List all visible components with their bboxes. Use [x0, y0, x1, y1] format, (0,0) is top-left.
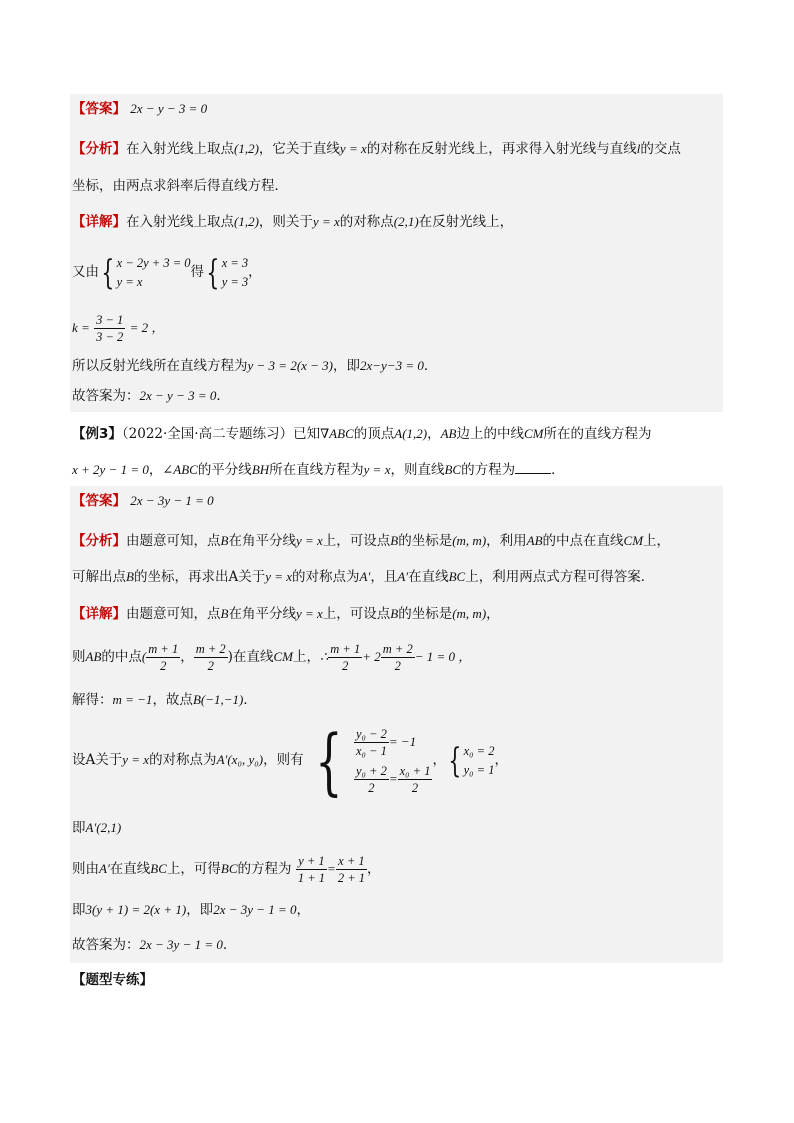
math: 2x − 3y − 1 = 0: [139, 937, 223, 952]
math: (m, m): [452, 606, 487, 621]
numerator: x + 1: [336, 853, 367, 870]
math: AB: [526, 533, 543, 548]
math: = −1: [388, 733, 417, 749]
math: BC: [444, 462, 462, 477]
text: 在直线: [109, 861, 151, 877]
text: ，即: [333, 358, 361, 374]
math: A′(2,1): [85, 820, 122, 835]
ex3-analysis-line-2: [72, 567, 654, 587]
math: ∠ABC: [162, 462, 198, 477]
text: 的中点: [101, 649, 142, 665]
fraction: [146, 641, 180, 674]
math: AB: [440, 426, 457, 441]
math: AB: [85, 649, 102, 664]
system-row: x = 3: [221, 255, 249, 270]
fraction: [328, 641, 362, 674]
numerator: m + 2: [382, 642, 413, 656]
text: 由题意可知，点: [126, 533, 221, 549]
text: 设A关于: [72, 752, 123, 768]
text: ．: [222, 937, 237, 953]
ex3-analysis-line-1: [72, 531, 670, 551]
text: 的方程为: [461, 462, 516, 478]
text: ．: [423, 358, 438, 374]
text: ，即: [186, 902, 214, 918]
text: 在反射光线上，: [418, 214, 514, 230]
numerator: y₀ + 2: [356, 763, 387, 778]
denominator: 3 − 2: [96, 330, 124, 344]
numerator: x₀ + 1: [399, 763, 431, 778]
text: 故答案为：: [72, 388, 140, 404]
text: 则: [72, 649, 86, 665]
text: 的顶点: [353, 426, 395, 442]
text: 的坐标，再求出A关于: [133, 569, 266, 585]
text: 的交点: [640, 141, 681, 157]
math: y = x: [295, 533, 323, 548]
fraction: [354, 763, 389, 796]
math: BC: [220, 861, 238, 876]
system-row: [354, 726, 432, 759]
answer-tag: 【答案】: [72, 101, 126, 117]
system-row: y = 3: [221, 274, 249, 289]
denominator: 1 + 1: [297, 871, 326, 885]
math: = 2 ，: [129, 320, 165, 335]
ex2-answer-line: [72, 99, 207, 119]
text: ．: [551, 462, 565, 478]
denominator: 2: [207, 659, 214, 673]
text: 由题意可知，点: [126, 606, 221, 622]
ex3-midpoint-line: [72, 639, 471, 675]
text: ，: [148, 462, 163, 478]
math: 2x−y−3 = 0: [360, 358, 424, 373]
text: 的坐标是: [398, 606, 453, 622]
math: y − 3 = 2(x − 3): [247, 358, 334, 373]
numerator: 3 − 1: [96, 313, 124, 327]
ex3-equation-line: [72, 900, 310, 920]
system-row: x − 2y + 3 = 0: [116, 255, 191, 270]
math: x + 2y − 1 = 0: [72, 462, 149, 477]
left-brace: {: [206, 252, 220, 293]
text: 在直线: [408, 569, 449, 585]
fraction: [381, 641, 415, 674]
text: 的对称点为: [292, 569, 360, 585]
left-brace: {: [315, 718, 343, 803]
system-row: y₀ = 1: [463, 762, 495, 777]
text: 的对称在反射光线上，再求得入射光线与直线: [366, 141, 637, 157]
text: 所以反射光线所在直线方程为: [72, 358, 248, 374]
text: 在入射光线上取点: [126, 214, 234, 230]
math: (1,2): [234, 141, 259, 156]
text: ，: [248, 264, 262, 280]
math: A′: [359, 569, 371, 584]
math: A′: [99, 861, 110, 876]
ex3-final-answer: [72, 935, 236, 955]
text: 在角平分线: [228, 606, 296, 622]
text: 的对称点: [339, 214, 394, 230]
math: CM: [273, 649, 293, 664]
fraction: [296, 853, 327, 886]
math: 2x − y − 3 = 0: [139, 388, 217, 403]
text: 坐标，由两点求斜率后得直线方程．: [72, 178, 288, 194]
math: y = x: [295, 606, 323, 621]
math: CM: [524, 426, 544, 441]
system-row: [354, 763, 432, 796]
example-tag: 【例3】: [72, 426, 122, 442]
math: =: [327, 861, 336, 876]
ex2-detail-line-1: [72, 212, 513, 232]
text: 上，可设点: [322, 533, 391, 549]
denominator: 2: [342, 659, 349, 673]
system-row: y = x: [116, 274, 143, 289]
text: 的对称点为: [149, 752, 217, 768]
math: =: [388, 770, 398, 786]
text: 的坐标是: [398, 533, 453, 549]
ex3-symmetric-line: [72, 718, 508, 803]
ex2-line-equation: [72, 356, 437, 376]
math: y = x: [339, 141, 367, 156]
math: y = x: [363, 462, 391, 477]
denominator: 2: [394, 659, 401, 673]
math: (m, m): [452, 533, 487, 548]
solution-system: [464, 742, 495, 780]
ex2-slope-line: [72, 311, 164, 345]
symmetric-system: [354, 726, 432, 796]
math: − 1 = 0 ，: [414, 649, 472, 664]
text: 所在直线方程为: [269, 462, 364, 478]
math: ∴: [319, 649, 329, 664]
fraction: [194, 641, 228, 674]
text: ，则关于: [258, 214, 313, 230]
analysis-tag: 【分析】: [72, 141, 126, 157]
math: BH: [251, 462, 270, 477]
ex3-title-line-2: [72, 460, 565, 480]
math: BC: [150, 861, 167, 876]
text: ，故点: [152, 692, 193, 708]
denominator: x₀ − 1: [356, 743, 387, 758]
ex3-bc-line: [72, 851, 381, 887]
text: ．: [243, 692, 257, 708]
ex2-analysis-line-2: [72, 176, 288, 196]
text: ，: [432, 752, 446, 768]
math: B: [390, 533, 399, 548]
text: ，则有: [263, 752, 304, 768]
ex3-aprime-line: [72, 818, 121, 838]
numerator: m + 1: [330, 642, 361, 656]
ex2-system-line: [72, 252, 262, 294]
math: B: [220, 533, 229, 548]
analysis-tag: 【分析】: [72, 533, 126, 549]
math: A′: [397, 569, 409, 584]
text: 即: [72, 820, 86, 836]
text: ，: [494, 752, 508, 768]
answer-expression: 2x − 3y − 1 = 0: [130, 493, 214, 508]
text: ，: [367, 861, 381, 877]
detail-tag: 【详解】: [72, 214, 126, 230]
math: B(−1,−1): [192, 692, 244, 707]
ex3-answer-line: [72, 491, 214, 511]
text: ，且: [370, 569, 398, 585]
fraction: [354, 726, 389, 759]
math: (2,1): [393, 214, 419, 229]
answer-blank: [515, 461, 551, 474]
solution-system: [222, 254, 248, 292]
text: ，则直线: [390, 462, 445, 478]
text: 上，: [292, 649, 320, 665]
text: 在入射光线上取点: [126, 141, 234, 157]
math: l: [636, 141, 641, 156]
text: ，: [486, 606, 500, 622]
math: BC: [448, 569, 466, 584]
text: 则由: [72, 861, 99, 877]
text: 的方程为: [237, 861, 292, 877]
ex3-detail-line-1: [72, 604, 500, 624]
ex2-analysis-line-1: [72, 139, 681, 159]
numerator: m + 1: [148, 642, 179, 656]
math: + 2: [362, 649, 381, 664]
math: y = x: [122, 752, 150, 767]
left-brace: {: [448, 740, 462, 781]
denominator: 2 + 1: [337, 871, 365, 885]
text: 故答案为：: [72, 937, 140, 953]
math: A(1,2): [394, 426, 428, 441]
system-row: x₀ = 2: [463, 743, 495, 758]
text: 上，利用两点式方程可得答案．: [465, 569, 655, 585]
denominator: 2: [368, 780, 375, 795]
math: (: [141, 649, 147, 664]
denominator: 2: [411, 780, 419, 795]
left-brace: {: [101, 252, 115, 293]
text: 在角平分线: [228, 533, 296, 549]
text: 上，: [643, 533, 671, 549]
math: ∇ABC: [320, 426, 354, 441]
text: 的中点在直线: [542, 533, 624, 549]
detail-tag: 【详解】: [72, 606, 126, 622]
ex3-solve-line: [72, 690, 257, 710]
denominator: 2: [160, 659, 167, 673]
text: 可解出点: [72, 569, 126, 585]
text: ，利用: [486, 533, 527, 549]
math: 2x − 3y − 1 = 0: [213, 902, 297, 917]
text: ，: [180, 649, 194, 665]
ex3-title-line-1: [72, 424, 652, 444]
math: A′(x₀, y₀): [216, 752, 264, 767]
text: 所在的直线方程为: [543, 426, 652, 442]
text: ．: [216, 388, 230, 404]
math: y = x: [265, 569, 293, 584]
answer-expression: 2x − y − 3 = 0: [130, 101, 208, 116]
math: CM: [623, 533, 644, 548]
math: m = −1: [112, 692, 153, 707]
text: 得: [190, 264, 205, 280]
numerator: m + 2: [195, 642, 226, 656]
math: 3(y + 1) = 2(x + 1): [85, 902, 187, 917]
text: 上，可设点: [322, 606, 391, 622]
text: （2022·全国·高二专题练习）已知: [121, 426, 321, 442]
fraction: [94, 312, 125, 345]
text: ，: [427, 426, 441, 442]
text: 即: [72, 902, 86, 918]
numerator: y + 1: [296, 853, 327, 870]
fraction: [398, 763, 433, 796]
text: )在直线: [227, 649, 274, 665]
fraction: [336, 853, 367, 886]
text: 又由: [72, 264, 99, 280]
equation-system: [117, 254, 191, 292]
math: B: [220, 606, 229, 621]
text: 解得：: [72, 692, 113, 708]
math: (1,2): [234, 214, 259, 229]
math: k =: [72, 320, 90, 335]
math: B: [126, 569, 134, 584]
numerator: y₀ − 2: [356, 726, 387, 741]
text: ，它关于直线: [258, 141, 340, 157]
text: ，: [296, 902, 311, 918]
text: 上，可得: [166, 861, 221, 877]
text: 的平分线: [197, 462, 252, 478]
ex2-final-answer: [72, 386, 230, 406]
math: y = x: [312, 214, 340, 229]
answer-tag: 【答案】: [72, 493, 126, 509]
math: B: [390, 606, 399, 621]
section-title: 【题型专练】: [72, 972, 153, 988]
text: 边上的中线: [456, 426, 524, 442]
